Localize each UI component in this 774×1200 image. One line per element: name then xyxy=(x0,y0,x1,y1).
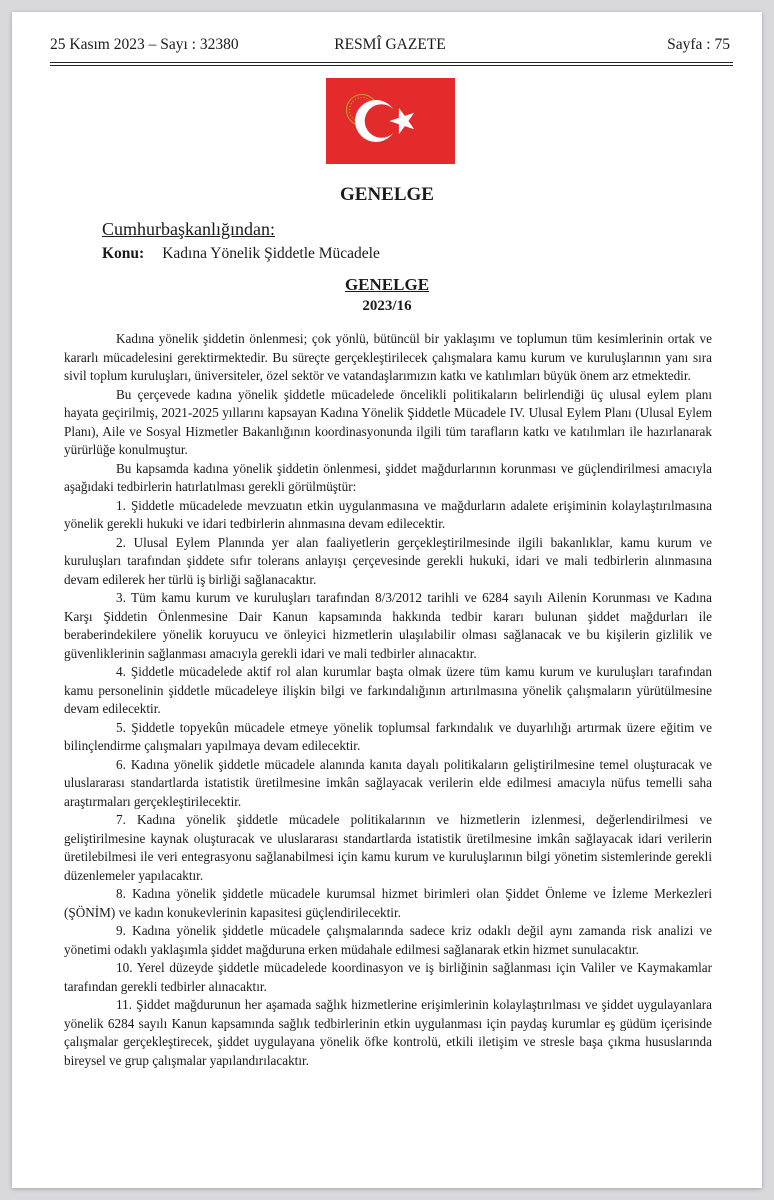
measure-item-10: 10. Yerel düzeyde şiddetle mücadelede koordinasyon ve iş birliğinin sağlanması için Valiler ve Kaymakamlar tarafından gerekli tedbirler alınacaktır. xyxy=(64,960,712,994)
gazette-name: RESMÎ GAZETE xyxy=(334,36,446,53)
header-rule-top xyxy=(50,62,733,63)
subject-label: Konu: xyxy=(102,245,145,262)
header-rule-bottom xyxy=(50,65,733,66)
presidential-flag-emblem xyxy=(326,78,455,164)
measure-item-9: 9. Kadına yönelik şiddetle mücadele çalışmalarında sadece kriz odaklı değil aynı zamanda risk analizi ve yönetimi odaklı yaklaşımla şiddet mağduruna erken müdahale edilmesi sağlanarak etkin hizmet sunulacaktır. xyxy=(64,923,712,957)
measure-item-8: 8. Kadına yönelik şiddetle mücadele kurumsal hizmet birimleri olan Şiddet Önleme ve İzleme Merkezleri (ŞÖNİM) ve kadın konukevlerinin kapasitesi güçlendirilecektir. xyxy=(64,886,712,920)
page-number: Sayfa : 75 xyxy=(667,36,730,53)
measure-item-2: 2. Ulusal Eylem Planında yer alan faaliyetlerin gerçekleştirilmesinde ilgili bakanlıklar, kamu kurum ve kuruluşları tarafından şiddete sıfır tolerans anlayışı çerçevesinde gerekli hukuki, idari ve mali tedbirlerin alınmasına devam edilerek her türlü iş birliği sağlanacaktır. xyxy=(64,534,712,587)
measure-item-5: 5. Şiddetle topyekûn mücadele etmeye yönelik toplumsal farkındalık ve duyarlılığı artırmak üzere eğitim ve bilinçlendirme çalışmaları yapılmaya devam edilecektir. xyxy=(64,719,712,753)
subject-text: Kadına Yönelik Şiddetle Mücadele xyxy=(162,245,380,262)
paragraph-context: Bu çerçevede kadına yönelik şiddetle mücadelede öncelikli politikaların belirlendiği üç ulusal eylem planı hayata geçirilmiş, 2021-2025 yıllarını kapsayan Kadına Yönelik Şiddetle Mücadele IV. Ulusal Eylem Planı (Ulusal Eylem Planı), Aile ve Sosyal Hizmetler Bakanlığının koordinasyonunda ilgili tüm tarafların katkı ve katılımları ile hazırlanarak yürürlüğe konulmuştur. xyxy=(64,386,712,457)
measure-item-4: 4. Şiddetle mücadelede aktif rol alan kurumlar başta olmak üzere tüm kamu kurum ve kuruluşları tarafından kamu personelinin şiddetle mücadeleye ilişkin bilgi ve farkındalığının artırılmasına yönelik çalışmaların yürütülmesine devam edilecektir. xyxy=(64,664,712,716)
subject-line xyxy=(102,245,380,263)
issue-date-number: 25 Kasım 2023 – Sayı : 32380 xyxy=(50,36,239,53)
document-body xyxy=(64,330,712,1070)
document-type-title: GENELGE xyxy=(340,184,434,205)
measure-item-1: 1. Şiddetle mücadelede mevzuatın etkin uygulanmasına ve mağdurların adalete erişiminin kolaylaştırılmasına yönelik gerekli hukuki ve idari tedbirlerin alınmasına devam edilecektir. xyxy=(64,497,712,531)
measure-item-7: 7. Kadına yönelik şiddetle mücadele politikalarının ve hizmetlerin izlenmesi, değerlendirilmesi ve geliştirilmesine kaynak oluşturacak ve uluslararası standartlarda istatistik üretilmesine imkân sağlayacak idari verilerin üretilebilmesi ile veri entegrasyonu sağlanabilmesi için kamu kurum ve kuruluşlarının bilgi yönetim sistemlerinde gerekli düzenlemeler yapılacaktır. xyxy=(64,812,712,883)
circular-number: 2023/16 xyxy=(362,298,412,314)
circular-title: GENELGE xyxy=(344,275,430,294)
measure-item-3: 3. Tüm kamu kurum ve kuruluşları tarafından 8/3/2012 tarihli ve 6284 sayılı Ailenin Korunması ve Kadına Karşı Şiddetin Önlenmesine Dair Kanun kapsamında hakkında tedbir kararı bulunan şiddet mağdurları ile beraberindekilere yönelik koruyucu ve önleyici hizmetlerin ulaşılabilir olması sağlanacak ve bu kişilerin gizlilik ve güvenliklerinin sağlanması amacıyla gerekli idari ve mali tedbirler alınacaktır. xyxy=(64,590,712,661)
page-header xyxy=(50,36,730,62)
paragraph-scope: Bu kapsamda kadına yönelik şiddetin önlenmesi, şiddet mağdurlarının korunması ve güçlendirilmesi amacıyla aşağıdaki tedbirlerin hatırlatılması gerekli görülmüştür: xyxy=(64,460,712,494)
measure-item-11: 11. Şiddet mağdurunun her aşamada sağlık hizmetlerine erişimlerinin kolaylaştırılması ve şiddet uygulayanlara yönelik 6284 sayılı Kanun kapsamında sağlık tedbirlerinin etkin uygulanması için paydaş kurumlar eş güdüm içerisinde çalışmalar gerçekleştirecek, şiddet uygulayana yönelik öfke kontrolü, etkili iletişim ve stresle başa çıkma hususlarında bireysel ve grup çalışmalar yapılandırılacaktır. xyxy=(64,997,712,1068)
paragraph-intro: Kadına yönelik şiddetin önlenmesi; çok yönlü, bütüncül bir yaklaşımı ve toplumun tüm kesimlerinin ortak ve kararlı mücadelesini gerektirmektedir. Bu süreçte gerçekleştirilecek çalışmalara kamu kurum ve kuruluşlarının yanı sıra sivil toplum kuruluşları, üniversiteler, özel sektör ve vatandaşlarımızın katkı ve katılımları büyük önem arz etmektedir. xyxy=(64,331,712,383)
gazette-page xyxy=(12,12,762,1188)
issuer-line: Cumhurbaşkanlığından: xyxy=(102,219,275,239)
measure-item-6: 6. Kadına yönelik şiddetle mücadele alanında kanıta dayalı politikaların geliştirilmesine temel oluşturacak ve uluslararası standartlarda istatistik üretilmesine imkân sağlayacak verilerin elde edilmesi amacıyla nüfus temelli saha araştırmaları gerçekleştirilecektir. xyxy=(64,756,712,809)
